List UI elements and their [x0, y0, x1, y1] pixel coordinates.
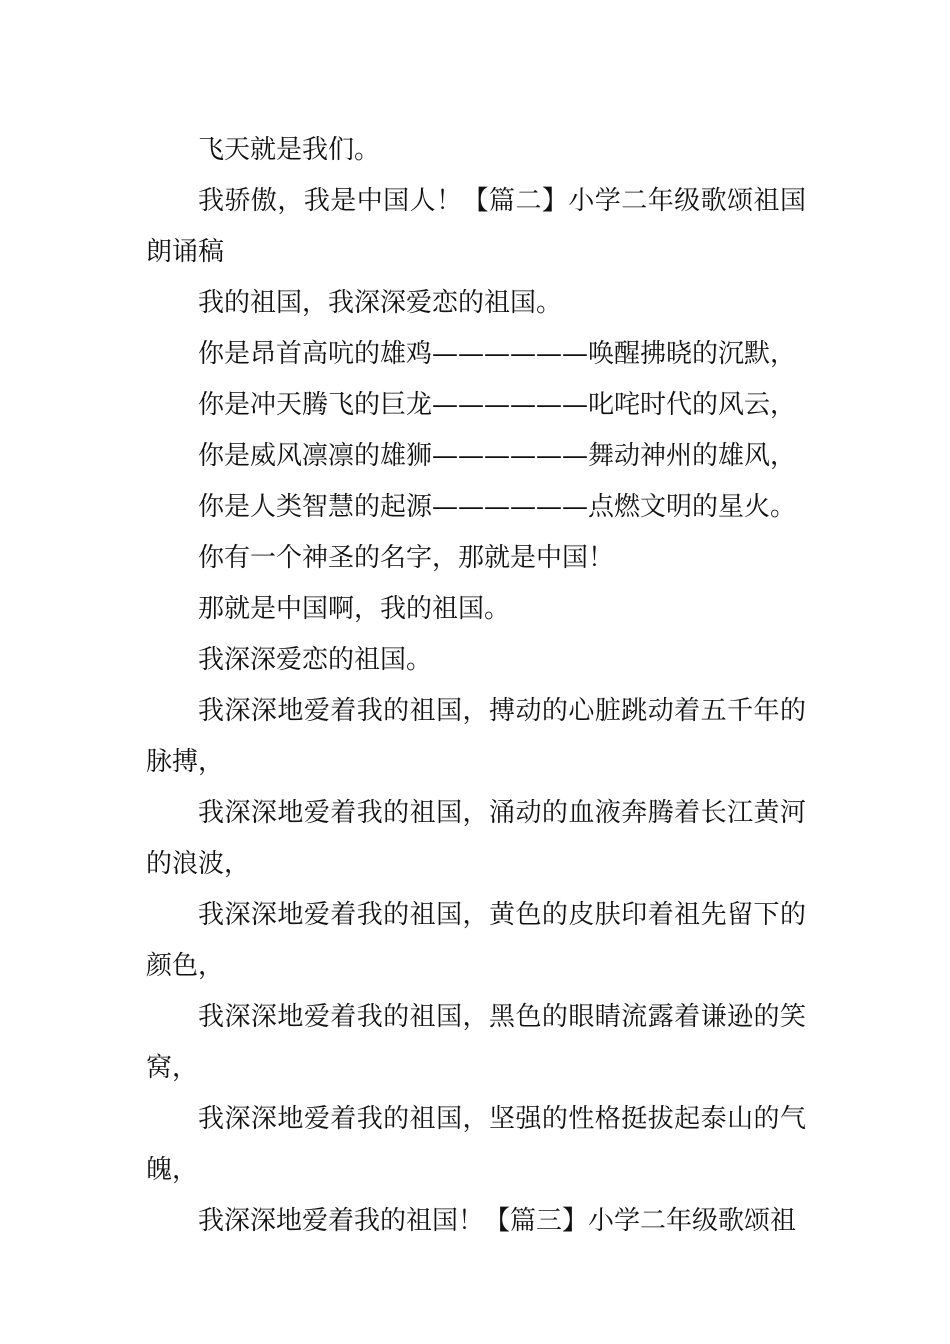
document-body — [146, 125, 806, 1247]
paragraph: 我深深地爱着我的祖国，黄色的皮肤印着祖先留下的颜色， — [146, 900, 806, 981]
paragraph: 我深深地爱着我的祖国，黑色的眼睛流露着谦逊的笑窝， — [146, 1002, 806, 1083]
paragraph: 我深深爱恋的祖国。 — [198, 645, 433, 675]
paragraph: 飞天就是我们。 — [198, 135, 381, 165]
paragraph: 你是昂首高吭的雄鸡——————唤醒拂晓的沉默， — [198, 339, 797, 369]
paragraph: 那就是中国啊，我的祖国。 — [198, 594, 511, 624]
paragraph: 我的祖国，我深深爱恋的祖国。 — [198, 288, 563, 318]
paragraph: 你是冲天腾飞的巨龙——————叱咤时代的风云， — [198, 390, 797, 420]
paragraph: 我深深地爱着我的祖国，坚强的性格挺拔起泰山的气魄， — [146, 1104, 806, 1185]
paragraph: 我深深地爱着我的祖国，搏动的心脏跳动着五千年的脉搏， — [146, 696, 806, 777]
paragraph: 你是威风凛凛的雄狮——————舞动神州的雄风， — [198, 441, 797, 471]
paragraph: 我骄傲，我是中国人！【篇二】小学二年级歌颂祖国朗诵稿 — [146, 186, 806, 267]
paragraph: 你有一个神圣的名字，那就是中国！ — [198, 543, 615, 573]
paragraph: 你是人类智慧的起源——————点燃文明的星火。 — [198, 492, 797, 522]
paragraph: 我深深地爱着我的祖国，涌动的血液奔腾着长江黄河的浪波， — [146, 798, 806, 879]
paragraph: 我深深地爱着我的祖国！【篇三】小学二年级歌颂祖 — [198, 1206, 797, 1236]
